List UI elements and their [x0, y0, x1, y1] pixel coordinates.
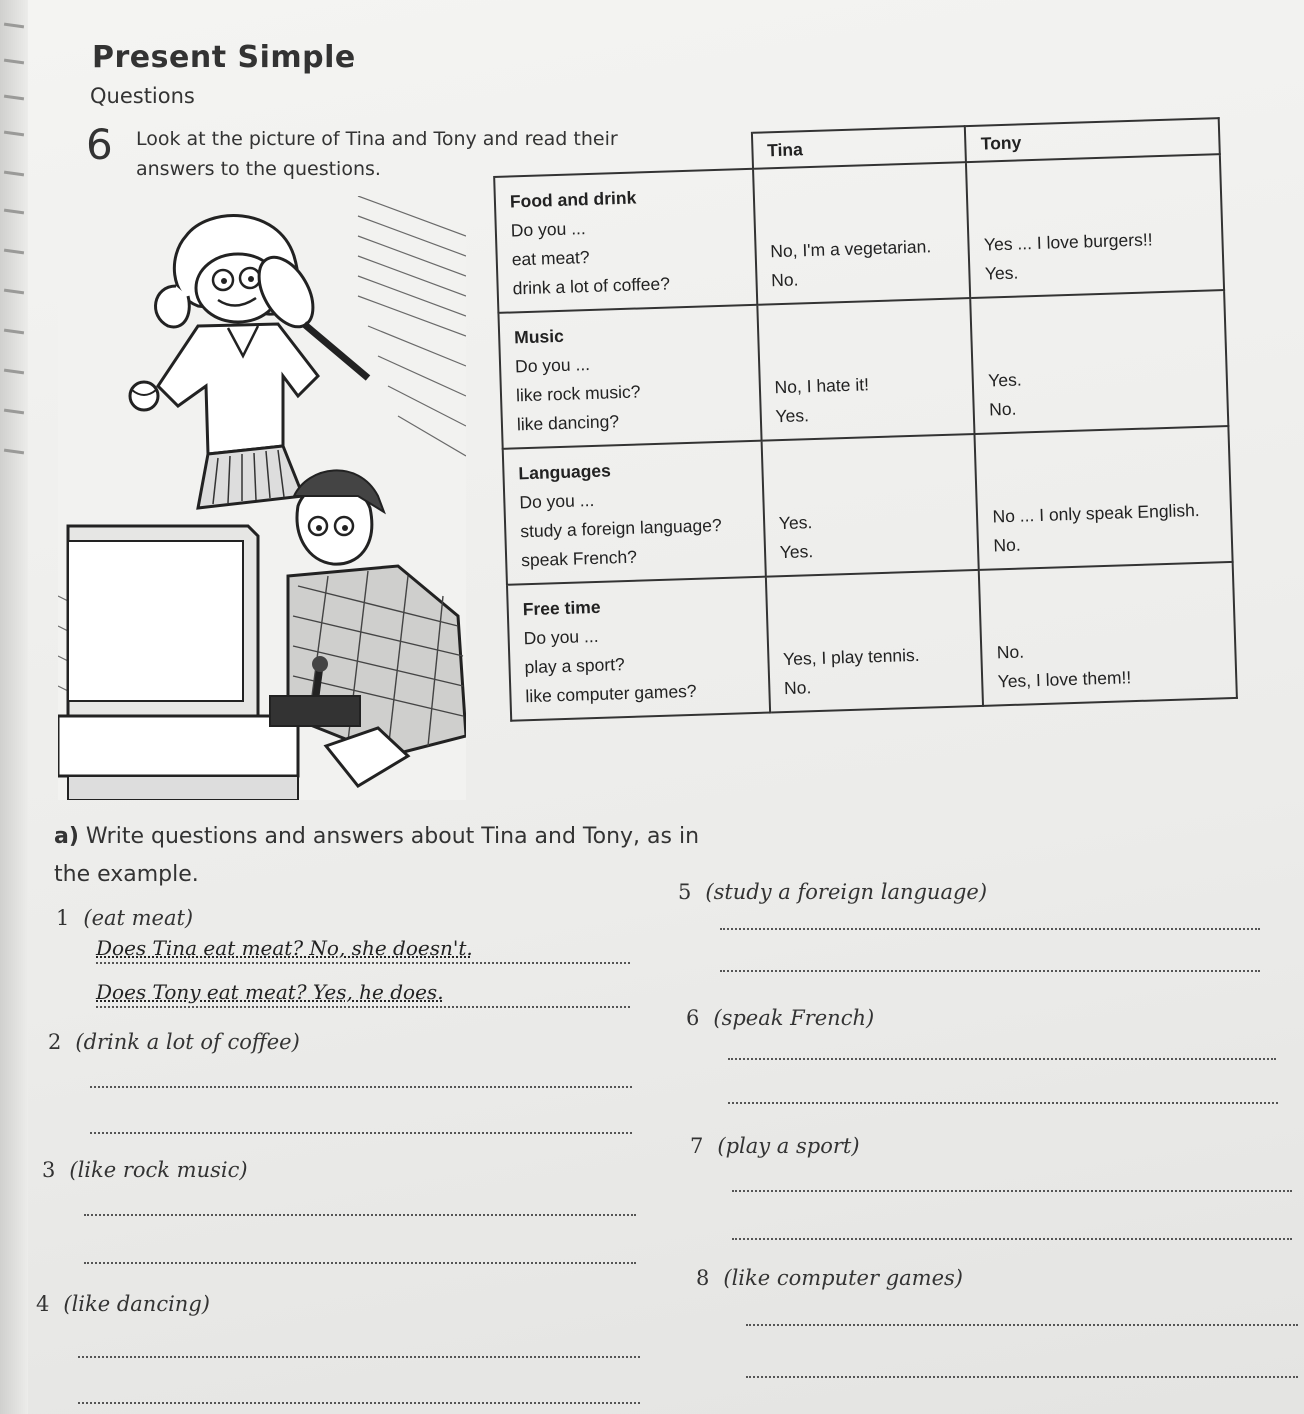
- binding-spine: [0, 0, 28, 1414]
- section-category: Food and drink: [509, 187, 637, 212]
- task-text: Write questions and answers about Tina and Tony, as in the example.: [54, 824, 700, 887]
- tina-and-tony-illustration: [58, 196, 466, 800]
- section-prompt: Do you ...: [523, 625, 599, 649]
- item-5: 5 (study a foreign language): [678, 880, 988, 904]
- tina-answer: Yes.: [779, 541, 814, 563]
- answer-line[interactable]: [720, 928, 1260, 930]
- item-2: 2 (drink a lot of coffee): [48, 1030, 300, 1054]
- section-prompt: Do you ...: [510, 218, 587, 241]
- answer-line[interactable]: [728, 1058, 1276, 1060]
- tony-answer: Yes, I love them!!: [997, 667, 1132, 692]
- question: drink a lot of coffee?: [512, 273, 671, 299]
- item-6: 6 (speak French): [686, 1006, 875, 1030]
- answer-line[interactable]: [96, 962, 630, 964]
- task-label: a): [54, 824, 79, 849]
- question: eat meat?: [511, 246, 590, 270]
- question: play a sport?: [524, 654, 626, 678]
- tina-answer: No, I'm a vegetarian.: [769, 236, 932, 262]
- section-music: [498, 290, 1228, 449]
- tony-answer: No.: [996, 641, 1025, 663]
- page-title: Present Simple: [92, 40, 356, 75]
- tina-answer: Yes, I play tennis.: [782, 644, 920, 670]
- answer-line[interactable]: [90, 1086, 632, 1088]
- task-instruction: [54, 818, 734, 894]
- page-subtitle: Questions: [90, 84, 195, 108]
- tina-answer: Yes.: [775, 405, 810, 427]
- question: like dancing?: [516, 411, 620, 435]
- item-8: 8 (like computer games): [696, 1266, 963, 1290]
- answer-line[interactable]: [732, 1190, 1292, 1192]
- section-food-and-drink: [494, 154, 1224, 313]
- tony-answer: Yes.: [987, 369, 1022, 391]
- tony-answer: Yes.: [984, 262, 1019, 284]
- answer-line[interactable]: [732, 1238, 1292, 1240]
- section-category: Music: [513, 325, 565, 348]
- answer-line[interactable]: [84, 1214, 636, 1216]
- answer-line[interactable]: [90, 1132, 632, 1134]
- header-tina: Tina: [752, 126, 967, 169]
- answer-line[interactable]: [78, 1356, 640, 1358]
- tony-answer: No.: [988, 398, 1017, 420]
- item-7: 7 (play a sport): [690, 1134, 860, 1158]
- section-category: Free time: [522, 596, 601, 620]
- question: study a foreign language?: [519, 514, 722, 542]
- answer-line[interactable]: [84, 1262, 636, 1264]
- tina-answer: No.: [783, 677, 812, 699]
- item-4: 4 (like dancing): [36, 1292, 210, 1316]
- item-1: 1 (eat meat): [56, 906, 194, 930]
- question: speak French?: [520, 546, 638, 571]
- answer-line[interactable]: [746, 1324, 1298, 1326]
- section-category: Languages: [518, 460, 612, 484]
- section-languages: [503, 426, 1233, 585]
- tony-answer: No.: [993, 534, 1021, 556]
- exercise-instruction: Look at the picture of Tina and Tony and read their answers to the questions.: [136, 128, 618, 180]
- question: like rock music?: [515, 381, 641, 406]
- question: like computer games?: [525, 680, 697, 707]
- answer-line[interactable]: [720, 970, 1260, 972]
- header-tony: Tony: [965, 118, 1220, 162]
- handwritten-answer: Does Tina eat meat? No, she doesn't.: [96, 936, 473, 960]
- answer-line[interactable]: [746, 1376, 1298, 1378]
- section-prompt: Do you ...: [514, 354, 591, 377]
- tina-answer: Yes.: [778, 512, 813, 534]
- answers-table: [492, 117, 1240, 780]
- tina-answer: No, I hate it!: [774, 374, 870, 398]
- tony-answer: No ... I only speak English.: [992, 499, 1200, 527]
- answer-line[interactable]: [728, 1102, 1278, 1104]
- tina-answer: No.: [770, 269, 799, 291]
- handwritten-answer: Does Tony eat meat? Yes, he does.: [96, 980, 444, 1004]
- tony-answer: Yes ... I love burgers!!: [983, 229, 1153, 255]
- section-prompt: Do you ...: [519, 489, 595, 513]
- section-free-time: [507, 562, 1237, 721]
- item-3: 3 (like rock music): [42, 1158, 248, 1182]
- exercise-number: 6: [86, 120, 113, 169]
- answer-line[interactable]: [96, 1006, 630, 1008]
- answer-line[interactable]: [78, 1402, 640, 1404]
